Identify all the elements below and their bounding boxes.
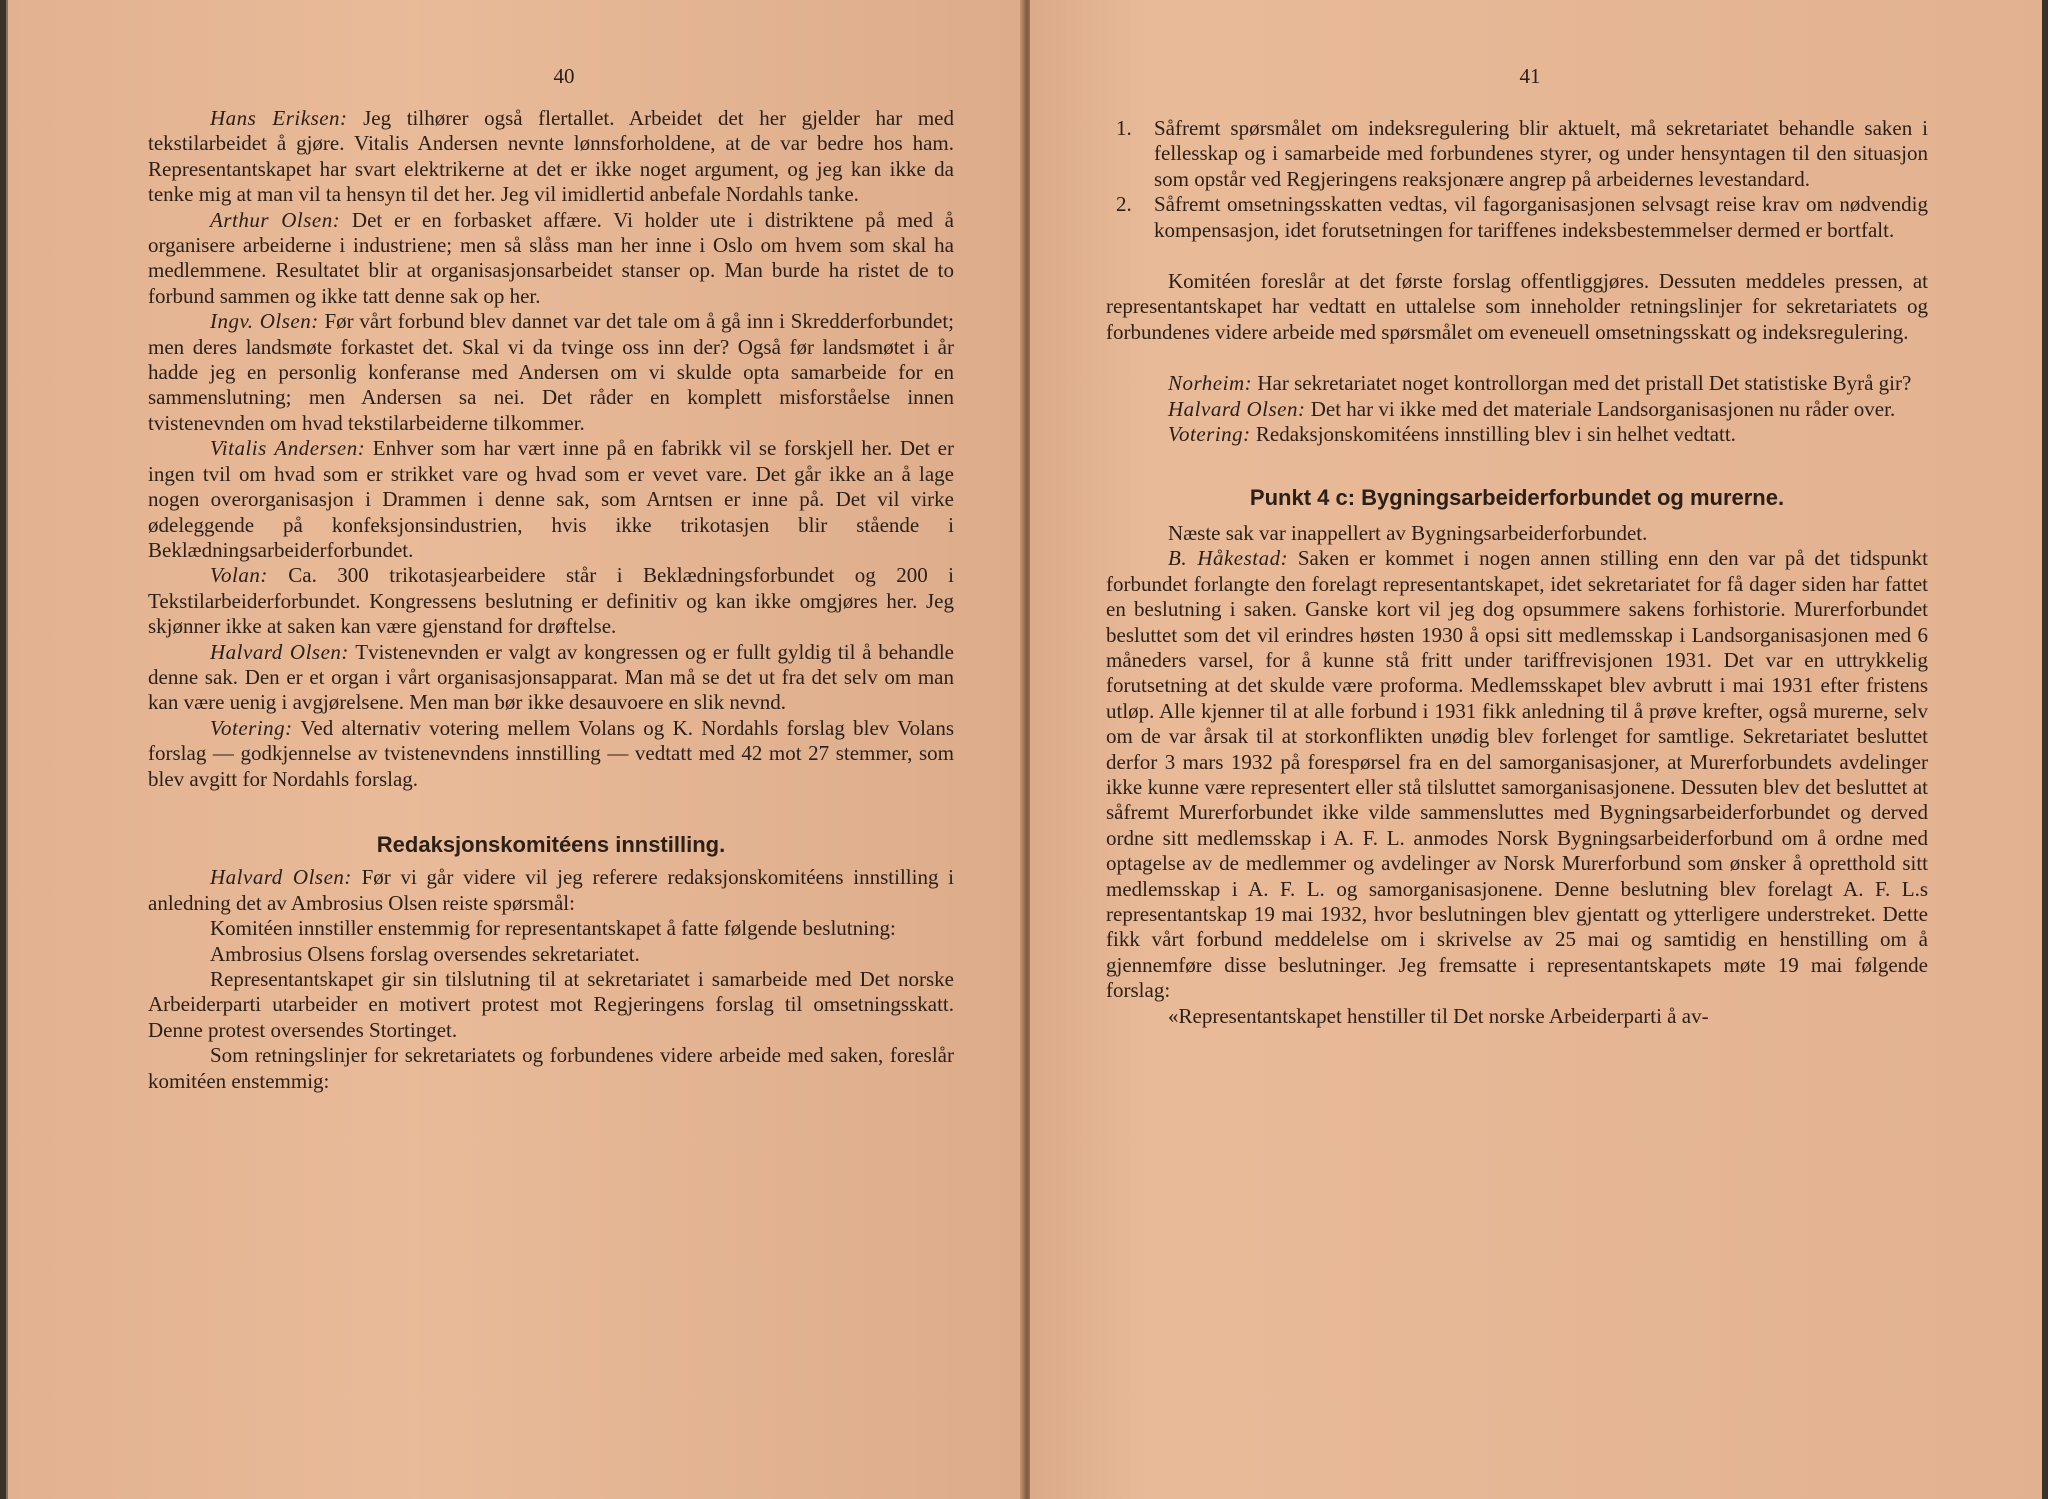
paragraph-text: Enhver som har vært inne på en fabrikk vil se forskjell her. Det er ingen tvil om hvad som er strikket vare og hvad som er vevet vare. Det går ikke an å lage nogen overorganisasjon i Drammen i denne sak, som Arntsen er inne på. Det vil virke ødeleggende på konfeksjonsindustrien, hvis ikke trikotasjen blir stående i Beklædningsarbeiderforbundet.: [148, 436, 954, 562]
right-text-column: [1106, 116, 1928, 1029]
paragraph-text: Det har vi ikke med det materiale Landsorganisasjonen nu råder over.: [1305, 396, 1896, 421]
list-item-number: 2.: [1116, 192, 1132, 217]
paragraph: [1106, 269, 1928, 345]
page-number: 40: [553, 64, 575, 88]
section-heading: Punkt 4 c: Bygningsarbeiderforbundet og murerne.: [1249, 485, 1785, 511]
paragraph: [148, 716, 954, 792]
paragraph-text: Tvistenevnden er valgt av kongressen og er fullt gyldig til å behandle denne sak. Den er et organ i vårt organisasjonsapparat. Man må se det ut fra det selv om man kan være uenig i avgjørelsene. Men man bør ikke desauvoere en slik nevnd.: [148, 639, 954, 715]
speaker-name: Arthur Olsen:: [210, 207, 341, 232]
paragraph-text: Ca. 300 trikotasjearbeidere står i Beklædningsforbundet og 200 i Tekstilarbeiderforbundet. Kongressens beslutning er definitiv og kan ikke omgjøres her. Jeg skjønner ikke at saken kan være gjenstand for drøftelse.: [148, 563, 954, 639]
paragraph-text: Før vi går videre vil jeg referere redaksjonskomitéens innstilling i anledning det av Ambrosius Olsen reiste spørsmål:: [148, 865, 955, 915]
paragraph-text: Ambrosius Olsens forslag oversendes sekretariatet.: [210, 941, 640, 966]
paragraph-text: Før vårt forbund blev dannet var det tale om å gå inn i Skredderforbundet; men deres landsmøte forkastet det. Skal vi da tvinge oss inn der? Også før landsmøtet i år hadde jeg en personlig konferanse med Andersen om vi skulde opta samarbeide for en sammenslutning; men Andersen sa nei. Det råder en komplett misforståelse innen tvistenevnden om hvad tekstilarbeiderne tilkommer.: [148, 309, 954, 435]
paragraph: [148, 106, 954, 208]
paragraph: [1106, 546, 1928, 1003]
right-paragraphs-a: [1106, 269, 1928, 345]
paragraph-text: Komitéen innstiller enstemmig for representantskapet å fatte følgende beslutning:: [210, 916, 896, 941]
paragraph-text: Har sekretariatet noget kontrollorgan med det pristall Det statistiske Byrå gir?: [1252, 371, 1912, 396]
speaker-name: Hans Eriksen:: [210, 106, 348, 130]
paragraph-text: Som retningslinjer for sekretariatets og forbundenes videre arbeide med saken, foreslår komitéen enstemmig:: [148, 1043, 954, 1093]
numbered-list: [1106, 116, 1928, 243]
left-paragraphs: [148, 106, 954, 792]
right-section-paragraphs: [1106, 521, 1928, 1029]
paragraph: [1106, 422, 1928, 447]
left-page: [6, 0, 1026, 1499]
paragraph-text: Komitéen foreslår at det første forslag offentliggjøres. Dessuten meddeles pressen, at representantskapet har vedtatt en uttalelse som inneholder retningslinjer for sekretariatets og forbundenes videre arbeide med spørsmålet om eveneuell omsetningsskatt og indeksregulering.: [1106, 269, 1928, 344]
speaker-name: Vitalis Andersen:: [210, 436, 366, 461]
speaker-name: Ingv. Olsen:: [210, 309, 319, 334]
speaker-name: Halvard Olsen:: [210, 639, 349, 664]
paragraph: [148, 942, 954, 967]
speaker-name: Votering:: [210, 715, 293, 740]
paragraph: [148, 967, 954, 1043]
paragraph-text: Representantskapet gir sin tilslutning til at sekretariatet i samarbeide med Det norske Arbeiderparti utarbeider en motivert protest mot Regjeringens forslag til omsetningsskatt. Denne protest oversendes Stortinget.: [148, 967, 954, 1042]
paragraph-text: «Representantskapet henstiller til Det norske Arbeiderparti å av-: [1168, 1003, 1709, 1028]
paragraph: [148, 916, 954, 941]
paragraph-text: Næste sak var inappellert av Bygningsarbeiderforbundet.: [1168, 520, 1648, 545]
list-item-text: Såfremt spørsmålet om indeksregulering blir aktuelt, må sekretariatet behandle saken i fellesskap og i samarbeide med forbundenes styrer, og under hensyntagen til den situasjon som opstår ved Regjeringens reaksjonære angrep på arbeidernes levestandard.: [1154, 116, 1928, 191]
paragraph-text: Redaksjonskomitéens innstilling blev i sin helhet vedtatt.: [1250, 422, 1736, 447]
paragraph: [148, 436, 954, 563]
speaker-name: Halvard Olsen:: [1168, 396, 1306, 421]
speaker-name: Halvard Olsen:: [210, 865, 352, 890]
paragraph-text: Jeg tilhører også flertallet. Arbeidet det her gjelder har med tekstilarbeidet å gjøre. Vitalis Andersen nevnte lønnsforholdene, at de var bedre hos ham. Representantskapet har svart elektrikerne at det er ikke noget argument, og jeg kan ikke da tenke mig at man vil ta hensyn til det her. Jeg vil imidlertid anbefale Nordahls tanke.: [148, 106, 954, 207]
right-paragraphs-b: [1106, 371, 1928, 447]
paragraph: [148, 208, 954, 310]
paragraph: [1106, 371, 1928, 396]
speaker-name: Volan:: [210, 563, 268, 588]
speaker-name: Norheim:: [1168, 371, 1253, 396]
list-item: [1106, 192, 1928, 243]
page-number: 41: [1519, 64, 1541, 88]
section-heading: Redaksjonskomitéens innstilling.: [376, 831, 726, 857]
paragraph: [1106, 1004, 1928, 1029]
right-page: [1030, 0, 2042, 1499]
speaker-name: Votering:: [1168, 422, 1251, 447]
list-item: [1106, 116, 1928, 192]
paragraph-text: Ved alternativ votering mellem Volans og K. Nordahls forslag blev Volans forslag — godkjennelse av tvistenevndens innstilling — vedtatt med 42 mot 27 stemmer, som blev avgitt for Nordahls forslag.: [148, 715, 954, 791]
left-section-paragraphs: [148, 865, 954, 1094]
paragraph-text: Det er en forbasket affære. Vi holder ute i distriktene på med å organisere arbeiderne i industriene; men så slåss man her inne i Oslo om hvem som skal ha medlemmene. Resultatet blir at organisasjonsarbeidet stanser op. Man burde ha ristet de to forbund sammen og ikke tatt denne sak op her.: [148, 207, 955, 308]
paragraph-text: Saken er kommet i nogen annen stilling enn den var på det tidspunkt forbundet forlangte den forelagt representantskapet, idet sekretariatet for få dager siden har fattet en beslutning i saken. Ganske kort vil jeg dog opsummere sakens forhistorie. Murerforbundet besluttet som det vil erindres høsten 1930 å opsi sitt medlemsskap i Landsorganisasjonen med 6 måneders varsel, for å kunne stå fritt under tariffrevisjonen 1931. Det var en uttrykkelig forutsetning at det skulde være proforma. Medlemsskapet blev avbrutt i mai 1931 efter fristens utløp. Alle kjenner til at alle forbund i 1931 fikk anledning til å prøve krefter, også murerne, selv om de var årsak til at storkonflikten unødig blev forlenget for samtlige. Sekretariatet besluttet derfor 3 mars 1932 på forespørsel fra en del samorganisasjoner, at Murerforbundets avdelinger ikke kunne være representert eller stå tilsluttet samorganisasjonene. Dessuten blev det besluttet at såfremt Murerforbundet ikke vilde sammensluttes med Bygningsarbeiderforbundet og derved ordne sitt medlemsskap i A. F. L. anmodes Norsk Bygningsarbeiderforbund om å ordne med optagelse av de medlemmer og avdelinger av Norsk Murerforbund som ønsker å opretthold sitt medlemsskap i A. F. L. og samorganisasjonene. Denne beslutning blev forelagt A. F. L.s representantskap 19 mai 1932, hvor beslutningen blev gjentatt og ytterligere understreket. Dette fikk vårt forbund meddelelse om i skrivelse av 25 mai og samtidig en henstilling om å gjennemføre disse beslutninger. Jeg fremsatte i representantskapets møte 19 mai følgende forslag:: [1106, 546, 1928, 1003]
paragraph: [148, 865, 954, 916]
paragraph: [148, 640, 954, 716]
list-item-number: 1.: [1116, 116, 1132, 140]
speaker-name: B. Håkestad:: [1168, 546, 1289, 571]
paragraph: [148, 563, 954, 639]
paragraph: [148, 309, 954, 436]
paragraph: [148, 1043, 954, 1094]
list-item-text: Såfremt omsetningsskatten vedtas, vil fagorganisasjonen selvsagt reise krav om nødvendig kompensasjon, idet forutsetningen for tariffenes indeksbestemmelser dermed er bortfalt.: [1154, 192, 1928, 242]
left-text-column: [148, 106, 954, 1094]
paragraph: [1106, 521, 1928, 546]
paragraph: [1106, 397, 1928, 422]
